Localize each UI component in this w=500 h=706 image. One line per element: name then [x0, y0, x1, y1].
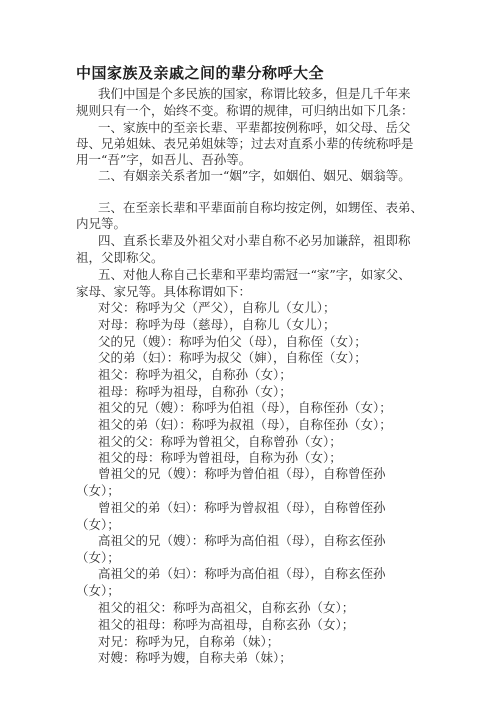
- text-line: （女）；: [76, 583, 120, 598]
- text-line: （女）；: [76, 550, 120, 565]
- text-line: 祖，父即称父。: [76, 250, 164, 265]
- text-line: 曾祖父的弟（妇）：称呼为曾叔祖（母），自称曾侄孙: [98, 500, 386, 515]
- text-line: 母、兄弟姐妹、表兄弟姐妹等；过去对直系小辈的传统称呼是: [76, 136, 414, 151]
- text-line: 四、直系长辈及外祖父对小辈自称不必另加谦辞，祖即称: [98, 233, 411, 248]
- text-line: 父的弟（妇）：称呼为叔父（婶），自称侄（女）；: [98, 350, 367, 365]
- text-line: 祖父的父：称呼为曾祖父，自称曾孙（女）；: [98, 434, 342, 449]
- text-line: 家母、家兄等。具体称谓如下：: [76, 284, 252, 299]
- text-line: 父的兄（嫂）：称呼为伯父（母），自称侄（女）；: [98, 334, 367, 349]
- text-line: 规则只有一个，始终不变。称谓的规律，可归纳出如下几条：: [76, 103, 414, 118]
- text-line: 二、有姻亲关系者加一“姻”字，如姻伯、姻兄、姻翁等。: [98, 168, 411, 183]
- text-line: 对嫂：称呼为嫂，自称夫弟（妹）；: [98, 650, 292, 665]
- text-line: 祖父的祖父：称呼为高祖父，自称玄孙（女）；: [98, 600, 355, 615]
- text-line: 曾祖父的兄（嫂）：称呼为曾伯祖（母），自称曾侄孙: [98, 466, 386, 481]
- text-line: 祖母：称呼为祖母，自称孙（女）；: [98, 384, 292, 399]
- text-line: 一、家族中的至亲长辈、平辈都按例称呼，如父母、岳父: [98, 120, 411, 135]
- text-line: 内兄等。: [76, 216, 127, 231]
- text-line: 用一“吾”字，如吾儿、吾孙等。: [76, 152, 252, 167]
- text-line: 祖父的祖母：称呼为高祖母，自称玄孙（女）；: [98, 617, 355, 632]
- text-line: 三、在至亲长辈和平辈面前自称均按定例，如甥侄、表弟、: [98, 200, 424, 215]
- text-line: 祖父的弟（妇）：称呼为叔祖（母），自称侄孙（女）；: [98, 417, 392, 432]
- text-line: 我们中国是个多民族的国家，称谓比较多，但是几千年来: [98, 86, 411, 101]
- text-line: 对父：称呼为父（严父），自称儿（女儿）；: [98, 300, 336, 315]
- text-line: 祖父的兄（嫂）：称呼为伯祖（母），自称侄孙（女）；: [98, 400, 392, 415]
- text-line: 对兄：称呼为兄，自称弟（妹）；: [98, 634, 280, 649]
- text-line: 高祖父的兄（嫂）：称呼为高伯祖（母），自称玄侄孙: [98, 533, 386, 548]
- text-line: （女）；: [76, 483, 120, 498]
- text-line: 祖父的母：称呼为曾祖母，自称为孙（女）；: [98, 450, 342, 465]
- text-line: 高祖父的弟（妇）：称呼为高伯祖（母），自称玄侄孙: [98, 566, 386, 581]
- text-line: （女）；: [76, 517, 120, 532]
- text-line: 五、对他人称自己长辈和平辈均需冠一“家”字，如家父、: [98, 267, 411, 282]
- document-title: 中国家族及亲戚之间的辈分称呼大全: [76, 64, 325, 82]
- text-line: 祖父：称呼为祖父，自称孙（女）；: [98, 367, 292, 382]
- text-line: 对母：称呼为母（慈母），自称儿（女儿）；: [98, 317, 336, 332]
